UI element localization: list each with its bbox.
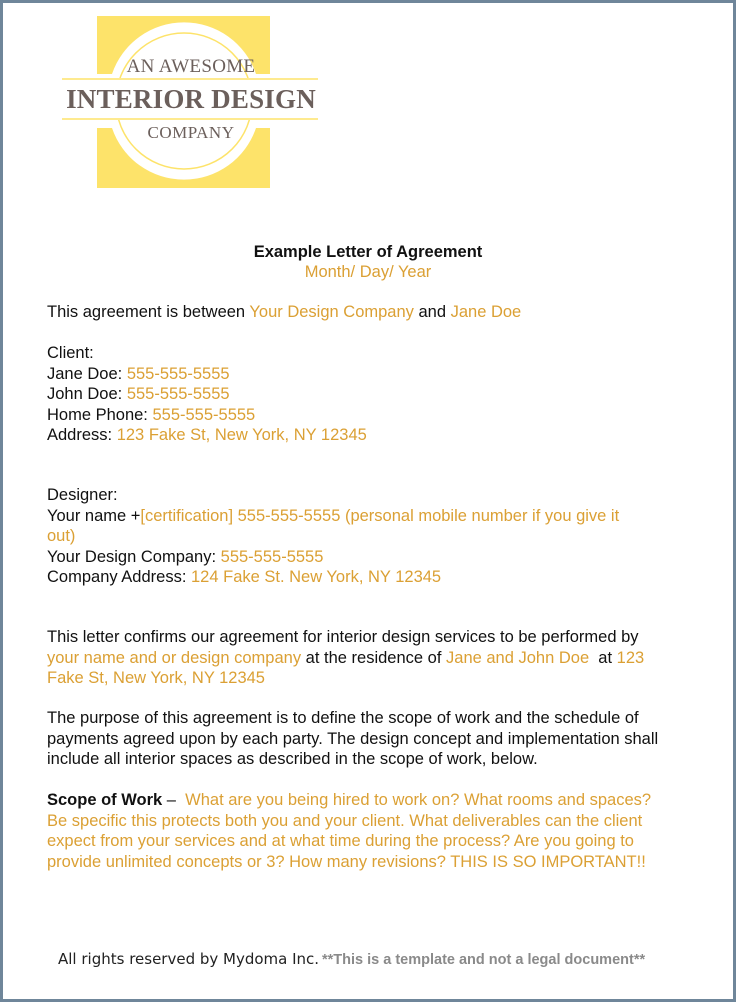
designer-address-row bbox=[47, 567, 652, 588]
confirm-text-1: This letter confirms our agreement for interior design services to be performed by bbox=[47, 628, 639, 646]
client-address: 123 Fake St, New York, NY 12345 bbox=[116, 426, 367, 444]
client-home-label: Home Phone: bbox=[47, 405, 153, 424]
confirm-address: 123 Fake St, New York, NY 12345 bbox=[47, 648, 645, 687]
confirm-residents: Jane and John Doe bbox=[446, 648, 590, 667]
intro-client: Jane Doe bbox=[450, 303, 522, 321]
client-jane-row bbox=[47, 364, 687, 385]
designer-address: 124 Fake St. New York, NY 12345 bbox=[191, 568, 442, 586]
client-address-row bbox=[47, 425, 687, 446]
intro-company: Your Design Company bbox=[249, 303, 414, 321]
intro-and: and bbox=[413, 303, 451, 321]
scope-label: Scope of Work bbox=[47, 791, 163, 809]
client-john-label: John Doe: bbox=[47, 385, 127, 403]
client-jane-label: Jane Doe: bbox=[47, 364, 127, 383]
confirm-text-3: at bbox=[589, 648, 617, 667]
purpose-text: The purpose of this agreement is to define the scope of work and the schedule of payments agreed upon by each party. The design concept and implementation shall include all interior spaces as described in the scope of work, below. bbox=[47, 709, 659, 768]
intro-prefix: This agreement is between bbox=[47, 303, 250, 321]
logo-line-1: AN AWESOME bbox=[126, 56, 256, 77]
scope-dash: – bbox=[162, 791, 186, 809]
company-logo bbox=[60, 16, 322, 194]
logo-line-3: COMPANY bbox=[147, 123, 235, 142]
footer-disclaimer: **This is a template and not a legal document** bbox=[322, 952, 646, 968]
scope-paragraph bbox=[47, 790, 672, 872]
confirm-paragraph bbox=[47, 627, 672, 689]
confirm-text-2: at the residence of bbox=[301, 648, 447, 667]
scope-text: What are you being hired to work on? What rooms and spaces? Be specific this protects both you and your client. What deliverables can the client expect from your services and at what time during the process? Are you going to provide unlimited concepts or 3? How many revisions? THIS IS SO IMPORTANT!! bbox=[47, 791, 652, 871]
letter-date: Month/ Day/ Year bbox=[304, 263, 432, 281]
letter-title: Example Letter of Agreement bbox=[253, 243, 483, 261]
designer-heading: Designer: bbox=[47, 486, 118, 504]
client-home-phone: 555-555-5555 bbox=[152, 405, 256, 424]
designer-name-label: Your name + bbox=[47, 506, 141, 525]
designer-company-phone: 555-555-5555 bbox=[220, 547, 324, 566]
purpose-paragraph bbox=[47, 708, 672, 770]
client-home-row bbox=[47, 405, 687, 426]
client-heading: Client: bbox=[47, 344, 94, 362]
client-jane-phone: 555-555-5555 bbox=[126, 364, 230, 383]
client-address-label: Address: bbox=[47, 426, 117, 444]
intro-paragraph bbox=[47, 302, 687, 323]
designer-name-value: [certification] 555-555-5555 (personal mobile number if you give it out) bbox=[47, 506, 620, 545]
designer-address-label: Company Address: bbox=[47, 568, 191, 586]
logo-line-2: INTERIOR DESIGN bbox=[66, 84, 316, 114]
confirm-who: your name and or design company bbox=[47, 648, 302, 667]
client-john-row bbox=[47, 384, 687, 405]
designer-section bbox=[47, 485, 652, 588]
designer-company-label: Your Design Company: bbox=[47, 547, 221, 566]
letter-header bbox=[0, 242, 736, 282]
footer-rights: All rights reserved by Mydoma Inc. bbox=[58, 950, 320, 968]
designer-company-row bbox=[47, 547, 652, 568]
designer-name-row bbox=[47, 506, 652, 547]
client-john-phone: 555-555-5555 bbox=[126, 385, 230, 403]
client-section bbox=[47, 343, 687, 446]
